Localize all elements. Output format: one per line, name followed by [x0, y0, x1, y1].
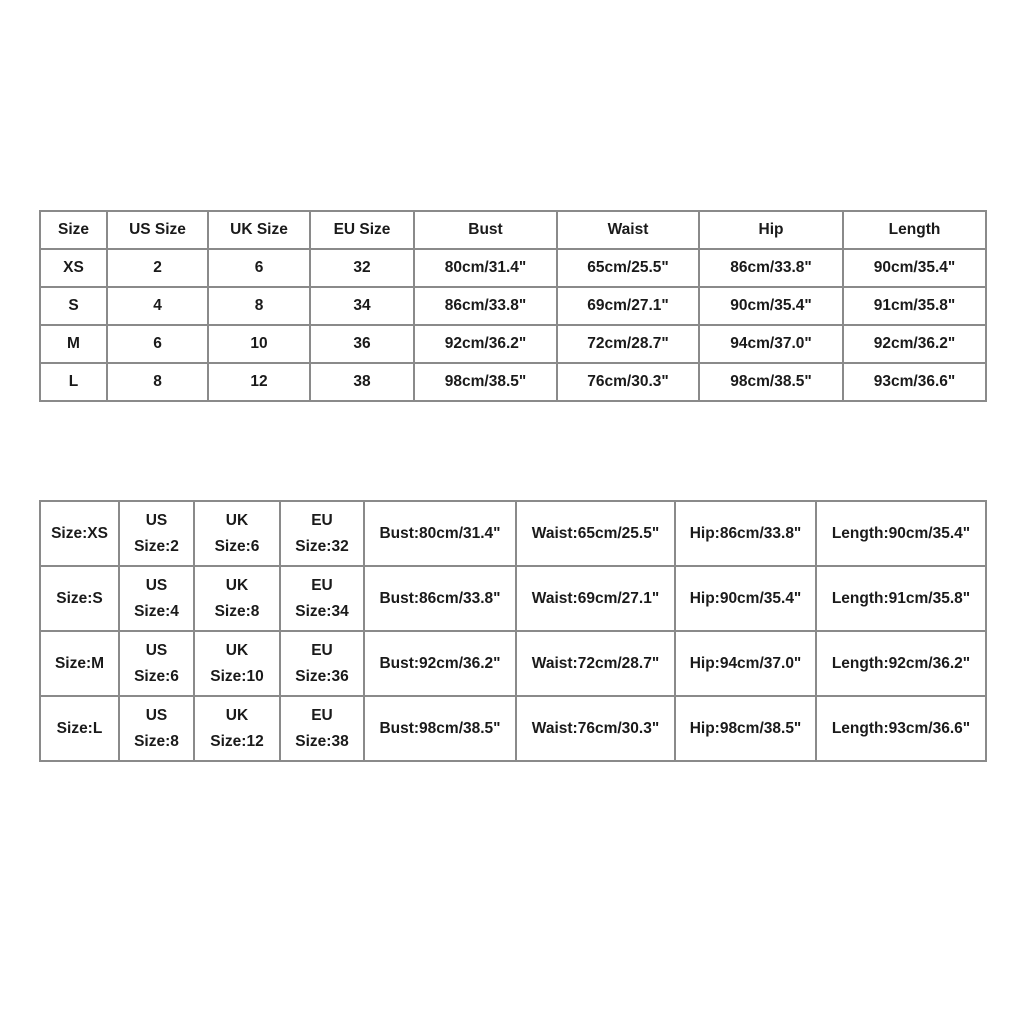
table-cell-eu [280, 631, 364, 696]
table-cell-hip: Hip:98cm/38.5" [675, 696, 816, 761]
table-cell-eu [280, 501, 364, 566]
cell-line: EU [311, 706, 333, 724]
table-cell-us [119, 501, 194, 566]
cell-line: UK [225, 641, 249, 659]
column-header: Waist [557, 211, 699, 249]
cell-line: Size:36 [295, 667, 349, 685]
table-cell: 94cm/37.0" [699, 325, 843, 363]
table-row [40, 287, 986, 325]
table-cell: 86cm/33.8" [699, 249, 843, 287]
table-cell: 12 [208, 363, 310, 401]
table-cell-uk [194, 501, 280, 566]
cell-line: Size:34 [295, 602, 349, 620]
table-cell: 8 [208, 287, 310, 325]
table-cell: M [40, 325, 107, 363]
table-cell: 10 [208, 325, 310, 363]
table-cell: 86cm/33.8" [414, 287, 557, 325]
table-cell-size: Size:S [40, 566, 119, 631]
cell-line: EU [311, 511, 333, 529]
table-cell: 93cm/36.6" [843, 363, 986, 401]
table-cell: 38 [310, 363, 414, 401]
cell-line: EU [311, 641, 333, 659]
cell-line: Size:12 [210, 732, 264, 750]
column-header: EU Size [310, 211, 414, 249]
table-cell-us [119, 696, 194, 761]
table-cell-bust: Bust:92cm/36.2" [364, 631, 516, 696]
table-cell: 90cm/35.4" [699, 287, 843, 325]
column-header: Bust [414, 211, 557, 249]
table-cell: 6 [208, 249, 310, 287]
cell-line: US [145, 706, 168, 724]
table-cell-us [119, 566, 194, 631]
table-cell-size: Size:XS [40, 501, 119, 566]
table-row [40, 501, 986, 566]
table-row [40, 631, 986, 696]
cell-line: Size:2 [134, 537, 179, 555]
table-cell-length: Length:92cm/36.2" [816, 631, 986, 696]
labeled-size-chart-table [39, 500, 987, 762]
table-cell: 65cm/25.5" [557, 249, 699, 287]
cell-line: Size:38 [295, 732, 349, 750]
cell-line: Size:32 [295, 537, 349, 555]
column-header: Hip [699, 211, 843, 249]
table-cell: XS [40, 249, 107, 287]
table-cell-bust: Bust:98cm/38.5" [364, 696, 516, 761]
table-cell: 32 [310, 249, 414, 287]
cell-line: Size:8 [134, 732, 179, 750]
table-cell-size: Size:L [40, 696, 119, 761]
table-cell: 80cm/31.4" [414, 249, 557, 287]
cell-line: Size:8 [214, 602, 260, 620]
table-cell: 91cm/35.8" [843, 287, 986, 325]
table-row [40, 566, 986, 631]
cell-line: Size:4 [134, 602, 179, 620]
size-chart-table [39, 210, 987, 402]
table-cell: L [40, 363, 107, 401]
table-cell: 72cm/28.7" [557, 325, 699, 363]
table-cell-us [119, 631, 194, 696]
table-cell: 90cm/35.4" [843, 249, 986, 287]
column-header: US Size [107, 211, 208, 249]
table-cell: 92cm/36.2" [414, 325, 557, 363]
table-cell-eu [280, 696, 364, 761]
cell-line: US [145, 641, 168, 659]
table-row [40, 249, 986, 287]
table-cell-waist: Waist:72cm/28.7" [516, 631, 675, 696]
table-row [40, 363, 986, 401]
table-cell-waist: Waist:76cm/30.3" [516, 696, 675, 761]
table-cell-size: Size:M [40, 631, 119, 696]
table-cell: 69cm/27.1" [557, 287, 699, 325]
table-cell: 92cm/36.2" [843, 325, 986, 363]
table-cell-hip: Hip:94cm/37.0" [675, 631, 816, 696]
cell-line: Size:6 [134, 667, 179, 685]
table-header-row [40, 211, 986, 249]
cell-line: UK [225, 706, 249, 724]
column-header: Size [40, 211, 107, 249]
table-row [40, 696, 986, 761]
cell-line: UK [225, 511, 249, 529]
table-cell-waist: Waist:65cm/25.5" [516, 501, 675, 566]
table-cell: 76cm/30.3" [557, 363, 699, 401]
table-cell-length: Length:93cm/36.6" [816, 696, 986, 761]
table-cell: 98cm/38.5" [414, 363, 557, 401]
table-cell-uk [194, 566, 280, 631]
table-cell: 2 [107, 249, 208, 287]
column-header: UK Size [208, 211, 310, 249]
cell-line: US [145, 576, 168, 594]
table-cell: 6 [107, 325, 208, 363]
table-cell: 4 [107, 287, 208, 325]
table-cell-hip: Hip:90cm/35.4" [675, 566, 816, 631]
table-cell: 34 [310, 287, 414, 325]
cell-line: Size:10 [210, 667, 264, 685]
cell-line: EU [311, 576, 333, 594]
table-cell-waist: Waist:69cm/27.1" [516, 566, 675, 631]
table-cell: 8 [107, 363, 208, 401]
cell-line: Size:6 [214, 537, 260, 555]
table-cell-length: Length:91cm/35.8" [816, 566, 986, 631]
table-cell-uk [194, 696, 280, 761]
table-cell: 98cm/38.5" [699, 363, 843, 401]
table-cell-bust: Bust:80cm/31.4" [364, 501, 516, 566]
table-cell-eu [280, 566, 364, 631]
table-cell-length: Length:90cm/35.4" [816, 501, 986, 566]
cell-line: UK [225, 576, 249, 594]
cell-line: US [145, 511, 168, 529]
table-row [40, 325, 986, 363]
table-cell: 36 [310, 325, 414, 363]
table-cell-bust: Bust:86cm/33.8" [364, 566, 516, 631]
table-cell: S [40, 287, 107, 325]
column-header: Length [843, 211, 986, 249]
table-cell-uk [194, 631, 280, 696]
table-cell-hip: Hip:86cm/33.8" [675, 501, 816, 566]
